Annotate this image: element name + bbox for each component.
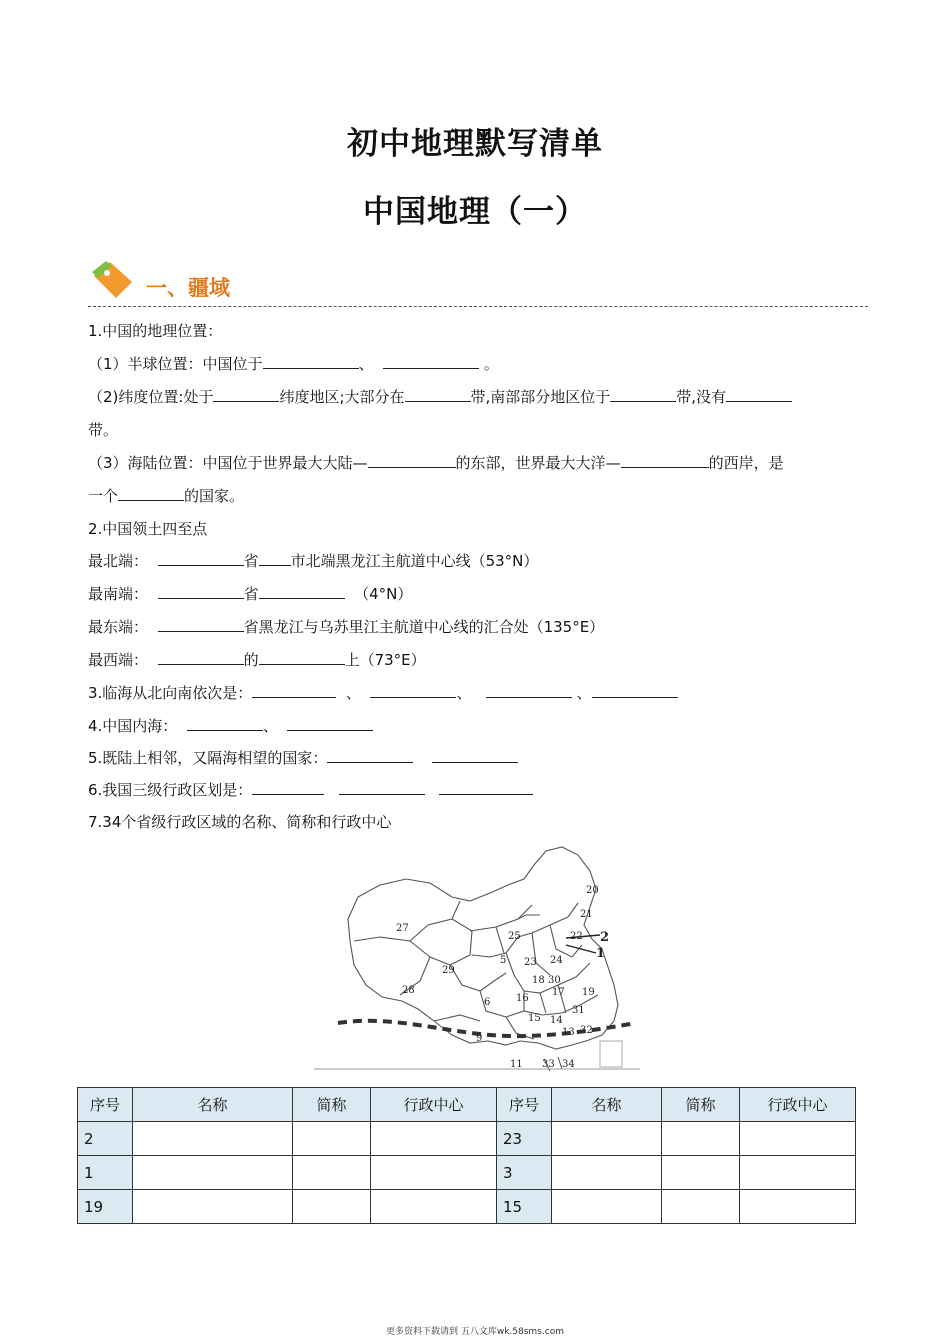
answer-cell[interactable]	[740, 1156, 856, 1190]
section-title: 一、疆域	[146, 276, 230, 300]
answer-blank[interactable]	[158, 551, 244, 566]
answer-blank[interactable]	[339, 780, 425, 795]
answer-cell[interactable]	[740, 1190, 856, 1224]
row-index: 23	[497, 1122, 552, 1156]
header-name: 名称	[552, 1088, 662, 1122]
map-label: 21	[580, 909, 593, 920]
answer-cell[interactable]	[293, 1156, 371, 1190]
tag-icon	[88, 258, 138, 302]
map-label: 34	[562, 1059, 575, 1070]
answer-cell[interactable]	[371, 1156, 497, 1190]
divider	[88, 306, 868, 307]
answer-cell[interactable]	[552, 1156, 662, 1190]
table-row	[78, 1190, 856, 1224]
answer-blank[interactable]	[621, 453, 709, 468]
map-label: 27	[396, 923, 409, 934]
row-index: 19	[78, 1190, 133, 1224]
map-label: 22	[570, 931, 583, 942]
answer-blank[interactable]	[259, 551, 291, 566]
answer-blank[interactable]	[432, 748, 518, 763]
map-label: 18	[532, 975, 545, 986]
answer-cell[interactable]	[293, 1190, 371, 1224]
header-capital: 行政中心	[371, 1088, 497, 1122]
answer-blank[interactable]	[287, 716, 373, 731]
answer-cell[interactable]	[293, 1122, 371, 1156]
answer-blank[interactable]	[259, 584, 345, 599]
map-label: 11	[510, 1059, 523, 1070]
header-capital: 行政中心	[740, 1088, 856, 1122]
west-point: 最西端： 的 上（73°E）	[88, 651, 426, 669]
map-label: 9	[476, 1033, 483, 1044]
answer-blank[interactable]	[592, 683, 678, 698]
map-label: 6	[484, 997, 491, 1008]
header-name: 名称	[133, 1088, 293, 1122]
answer-blank[interactable]	[726, 387, 792, 402]
map-label: 33	[542, 1059, 555, 1070]
map-label: 24	[550, 955, 563, 966]
question-6: 6.我国三级行政区划是：	[88, 780, 533, 800]
row-index: 15	[497, 1190, 552, 1224]
answer-cell[interactable]	[552, 1122, 662, 1156]
answer-blank[interactable]	[158, 650, 244, 665]
table-header-row	[78, 1088, 856, 1122]
table-row	[78, 1122, 856, 1156]
question-7: 7.34个省级行政区域的名称、简称和行政中心	[88, 813, 392, 831]
question-4: 4.中国内海： 、	[88, 716, 373, 736]
question-5: 5.既陆上相邻，又隔海相望的国家：	[88, 748, 518, 768]
east-point: 最东端： 省黑龙江与乌苏里江主航道中心线的汇合处（135°E）	[88, 618, 605, 636]
answer-cell[interactable]	[662, 1156, 740, 1190]
map-label: 14	[550, 1015, 563, 1026]
map-label: 25	[508, 931, 521, 942]
question-1: 1.中国的地理位置：	[88, 322, 223, 340]
answer-blank[interactable]	[158, 617, 244, 632]
answer-blank[interactable]	[259, 650, 345, 665]
answer-blank[interactable]	[383, 354, 479, 369]
header-abbr: 简称	[662, 1088, 740, 1122]
map-label: 32	[580, 1025, 593, 1036]
header-abbr: 简称	[293, 1088, 371, 1122]
answer-blank[interactable]	[187, 716, 263, 731]
answer-blank[interactable]	[370, 683, 456, 698]
north-point: 最北端： 省 市北端黑龙江主航道中心线（53°N）	[88, 552, 539, 570]
map-label: 17	[552, 987, 565, 998]
table-row	[78, 1156, 856, 1190]
map-label: 31	[572, 1005, 585, 1016]
map-label: 1	[596, 946, 606, 961]
row-index: 3	[497, 1156, 552, 1190]
answer-blank[interactable]	[158, 584, 244, 599]
answer-cell[interactable]	[662, 1190, 740, 1224]
answer-blank[interactable]	[610, 387, 676, 402]
answer-cell[interactable]	[133, 1156, 293, 1190]
header-index: 序号	[78, 1088, 133, 1122]
china-map-figure	[310, 845, 640, 1073]
page-subtitle: 中国地理（一）	[363, 194, 587, 230]
map-label: 28	[402, 985, 415, 996]
answer-blank[interactable]	[327, 748, 413, 763]
question-1-2: （2)纬度位置:处于 纬度地区;大部分在 带,南部部分地区位于 带,没有	[88, 387, 792, 407]
answer-blank[interactable]	[405, 387, 471, 402]
answer-cell[interactable]	[552, 1190, 662, 1224]
map-label: 2	[600, 930, 610, 945]
south-point: 最南端： 省 （4°N）	[88, 585, 413, 603]
question-1-3-cont: 一个 的国家。	[88, 487, 245, 505]
answer-blank[interactable]	[213, 387, 279, 402]
page-title: 初中地理默写清单	[347, 126, 603, 162]
map-label: 23	[524, 957, 537, 968]
answer-cell[interactable]	[371, 1190, 497, 1224]
answer-blank[interactable]	[439, 780, 533, 795]
answer-blank[interactable]	[252, 780, 324, 795]
map-label: 29	[442, 965, 455, 976]
answer-blank[interactable]	[263, 354, 359, 369]
section-header	[88, 258, 868, 308]
map-label: 15	[528, 1013, 541, 1024]
map-label: 30	[548, 975, 561, 986]
page-footer: 更多资料下载请到 五八文库wk.58sms.com	[386, 1327, 564, 1337]
answer-blank[interactable]	[118, 486, 184, 501]
answer-cell[interactable]	[371, 1122, 497, 1156]
answer-blank[interactable]	[486, 683, 572, 698]
answer-blank[interactable]	[368, 453, 456, 468]
question-3: 3.临海从北向南依次是： 、 、 、	[88, 683, 678, 703]
question-2: 2.中国领土四至点	[88, 520, 208, 538]
row-index: 1	[78, 1156, 133, 1190]
answer-cell[interactable]	[133, 1122, 293, 1156]
question-1-1: （1）半球位置：中国位于 、 。	[88, 355, 499, 373]
answer-blank[interactable]	[252, 683, 336, 698]
map-label: 16	[516, 993, 529, 1004]
answer-cell[interactable]	[740, 1122, 856, 1156]
answer-cell[interactable]	[662, 1122, 740, 1156]
question-1-3: （3）海陆位置：中国位于世界最大大陆— 的东部，世界最大大洋— 的西岸，是	[88, 454, 784, 472]
map-label: 19	[582, 987, 595, 998]
question-1-2-cont: 带。	[88, 421, 119, 439]
province-table	[77, 1087, 856, 1224]
map-label: 20	[586, 885, 599, 896]
map-label: 13	[562, 1027, 575, 1038]
header-index: 序号	[497, 1088, 552, 1122]
row-index: 2	[78, 1122, 133, 1156]
map-label: 5	[500, 955, 507, 966]
answer-cell[interactable]	[133, 1190, 293, 1224]
